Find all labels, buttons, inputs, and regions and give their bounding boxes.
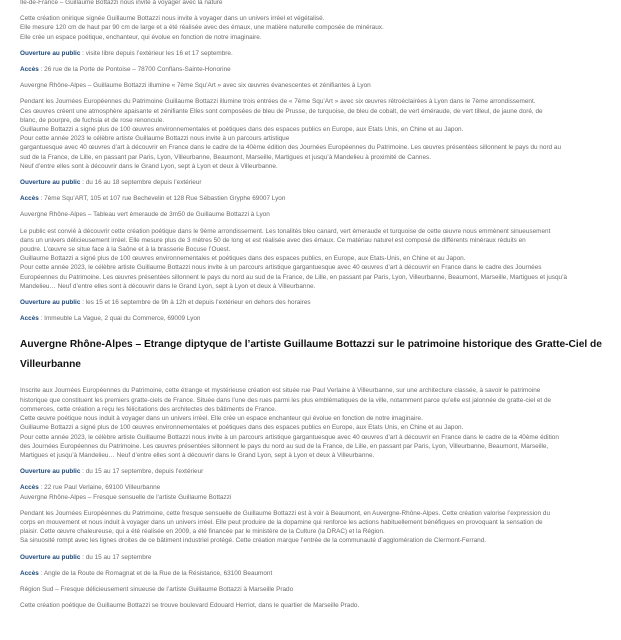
text-line: commerces, cette création a reçu les félicitations des architectes des bâtiments de France. [20,405,277,413]
opening-hours [20,298,605,307]
text-line: poudre. L’œuvre se situe face à la Saône et à la brasserie Bocuse l’Ouest. [20,246,231,254]
opening-hours [20,178,605,187]
text-line: Pendant les Journées Européennes du Patrimoine Guillaume Bottazzi illumine trois entrées de « 7ème Squ’Art » avec six œuvres rétroéclairées à Lyon dans le 7ème arrondissement. [20,98,536,106]
text-line: blanc, de pourpre, de fuchsia et de rose renoncule. [20,116,165,124]
text-line: sud de la France, de Lille, en passant par Paris, Lyon, Villeurbanne, Beaumont, Marseille, Martigues et jusqu’à Mandelieu à proximité de Cannes. [20,153,432,161]
opening-value: : les 15 et 16 septembre de 9h à 12h et depuis l’extérieur en dehors des horaires [80,299,311,307]
access-value: : 22 rue Paul Verlaine, 69100 Villeurbanne [38,484,161,492]
text-line: Pour cette année 2023 le célèbre artiste Guillaume Bottazzi nous invite à un parcours artistique [20,135,290,143]
access-info [20,483,605,492]
access-label: Accès [20,484,39,492]
section5-title: Auvergne Rhône-Alpes – Fresque sensuelle de l’artiste Guillaume Bottazzi [20,493,232,501]
text-line: Cette création onirique signée Guillaume Bottazzi nous invite à voyager dans un univers irréel et végétalisé. [20,15,325,23]
text-line: Guillaume Bottazzi a signé plus de 100 œuvres environnementales et poétiques dans des espaces publics en Europe, aux Etats Unis, en Chine et au Japon. [20,424,464,432]
opening-value: : du 15 au 17 septembre [80,553,152,561]
opening-label: Ouverture au public [20,179,81,187]
text-line: Pour cette année 2023, le célèbre artiste Guillaume Bottazzi nous invite à un parcours artistique gargantuesque avec 40 œuvres d’art à découvrir en France dans le cadre de la 40ème édition [20,433,559,441]
text-line: Martigues et jusqu’à Mandelieu… Neuf d’entre elles sont à découvrir dans le Grand Lyon, sept à Lyon et deux à Villeurbanne. [20,451,375,459]
access-label: Accès [20,195,39,203]
access-value: : Angle de la Route de Romagnat et de la Rue de la Résistance, 63100 Beaumont [38,569,273,577]
text-line: plaisir. Cette œuvre chaleureuse, qui a été réalisée en 2009, a été financée par le ministère de la Culture (la DRAC) et la Région. [20,528,385,536]
article-body [20,0,605,610]
access-info [20,314,605,323]
access-value: : Immeuble La Vague, 2 quai du Commerce, 69009 Lyon [38,315,201,323]
opening-value: : du 15 au 17 septembre, depuis l’extérieur [80,468,204,476]
text-line: Pendant les Journées Européennes du Patrimoine, cette fresque sensuelle de Guillaume Bottazzi est à voir à Beaumont, en Auvergne-Rhône-Alpes. Cette création valorise l’expression du [20,509,551,517]
text-line: Sa sinuosité rompt avec les lignes droites de ce bâtiment industriel protégé. Cette création marque l’entrée de la communauté d’agglomération de Clermont-Ferrand. [20,537,487,545]
text-line: Guillaume Bottazzi a signé plus de 100 œuvres environnementales et poétiques dans des espaces publics en Europe, aux Etats Unis, en Chine et au Japon. [20,126,464,134]
text-line: Cette œuvre poétique nous induit à voyager dans un univers irréel. Elle crée un espace enchanteur qui évolue en fonction de notre imaginaire. [20,415,423,423]
text-line: Elle mesure 120 cm de haut par 90 cm de large et a été réalisée avec des émaux, une matière naturelle composée de minéraux. [20,24,384,32]
text-line: dans un univers délicieusement irréel. Elle mesure plus de 3 mètres 50 de long et est réalisée avec des émaux. Ce matériau naturel est composé de différents minéraux réduits en [20,236,526,244]
text-line: corps en mouvement et nous induit à voyager dans un univers irréel. Elle peut produire de la dopamine qui renforce les actions habituellement bénéfiques en provoquant la sensation de [20,518,543,526]
text-line: Cette création poétique de Guillaume Bottazzi se trouve boulevard Edouard Herriot, dans le quartier de Marseille Prado. [20,602,360,610]
text-line: Mandelieu… Neuf d’entre elles sont à découvrir dans le Grand Lyon, sept à Lyon et deux à Villeurbanne. [20,282,316,290]
opening-label: Ouverture au public [20,49,81,57]
access-info [20,65,605,74]
text-line: Ces œuvres créent une atmosphère apaisante et zénifiante Elles sont composées de bleu de Prusse, de turquoise, de bleu de cobalt, de vert éméraude, de vert tilleul, de jaune doré, de [20,107,543,115]
access-label: Accès [20,569,39,577]
access-value: : 7ème Squ’ART, 105 et 107 rue Bechevelin et 128 Rue Sébastien Gryphe 69007 Lyon [38,195,286,203]
access-value: : 26 rue de la Porte de Pontoise – 78700 Conflans-Sainte-Honorine [38,66,231,74]
text-line: Pour cette année 2023, le célèbre artiste Guillaume Bottazzi nous invite à un parcours artistique gargantuesque avec 40 œuvres d’art à découvrir en France dans le cadre des Journées [20,264,542,272]
opening-label: Ouverture au public [20,299,81,307]
text-line: des Journées Européennes du Patrimoine. Les œuvres présentées sillonnent le pays du nord au sud de la France, de Lille, en passant par Paris, Lyon, Villeurbanne, Beaumont, Marseille, [20,442,549,450]
opening-hours [20,49,605,58]
section3-title: Auvergne Rhône-Alpes – Tableau vert émeraude de 3m50 de Guillaume Bottazzi à Lyon [20,211,270,219]
text-line: gargantuesque avec 40 œuvres d’art à découvrir en France dans le cadre de la 40ème édition des Journées Européennes du Patrimoine. Les œuvres présentées sillonnent le pays du nord au [20,144,562,152]
access-info [20,194,605,203]
access-label: Accès [20,66,39,74]
access-info [20,569,605,578]
text-line: historique que constituent les premiers gratte-ciels de France. Située dans l’une des rues parmi les plus emblématiques de la ville, notamment parce qu’elle est jalonnée de gratte-ciel et de [20,396,552,404]
section-heading: Auvergne Rhône-Alpes – Etrange diptyque de l’artiste Guillaume Bottazzi sur le patrimoine historique des Gratte-Ciel de Villeurbanne [20,339,602,371]
opening-value: : visite libre depuis l’extérieur les 16 et 17 septembre. [80,49,233,57]
text-line: Elle crée un espace poétique, enchanteur, qui évolue en fonction de notre imaginaire. [20,33,262,41]
text-line: Neuf d’entre elles sont à découvrir dans le Grand Lyon, sept à Lyon et deux à Villeurbanne. [20,162,278,170]
opening-hours [20,467,605,476]
text-line: Inscrite aux Journées Européennes du Patrimoine, cette étrange et mystérieuse création est située rue Paul Verlaine à Villeurbanne, sur une architecture classée, à savoir le patrimoine [20,387,541,395]
section6-title: Région Sud – Fresque délicieusement sinueuse de l’artiste Guillaume Bottazzi à Marseille Prado [20,585,294,593]
section1-title: Ile-de-France – Guillaume Bottazzi nous invite à voyager avec la nature [20,0,223,6]
text-line: Européennes du Patrimoine. Les œuvres présentées sillonnent le pays du nord au sud de la France, de Lille, en passant par Paris, Lyon, Villeurbanne, Beaumont, Marseille, Martigues et jusqu’à [20,273,568,281]
opening-label: Ouverture au public [20,553,81,561]
section2-title: Auvergne Rhône-Alpes – Guillaume Bottazzi illumine « 7ème Squ’Art » avec six œuvres évanescentes et zénifiantes à Lyon [20,82,371,90]
opening-value: : du 16 au 18 septembre depuis l’extérieur [80,179,202,187]
access-label: Accès [20,315,39,323]
text-line: Guillaume Bottazzi a signé plus de 100 œuvres environnementales et poétiques dans des espaces publics, en Europe, aux Etats-Unis, en Chine et au Japon. [20,255,466,263]
opening-hours [20,553,605,562]
opening-label: Ouverture au public [20,468,81,476]
text-line: Le public est convié à découvrir cette création poétique dans le 9ème arrondissement. Les tonalités bleu canard, vert émeraude et turquoise de cette œuvre nous emmènent sinueusement [20,227,551,235]
